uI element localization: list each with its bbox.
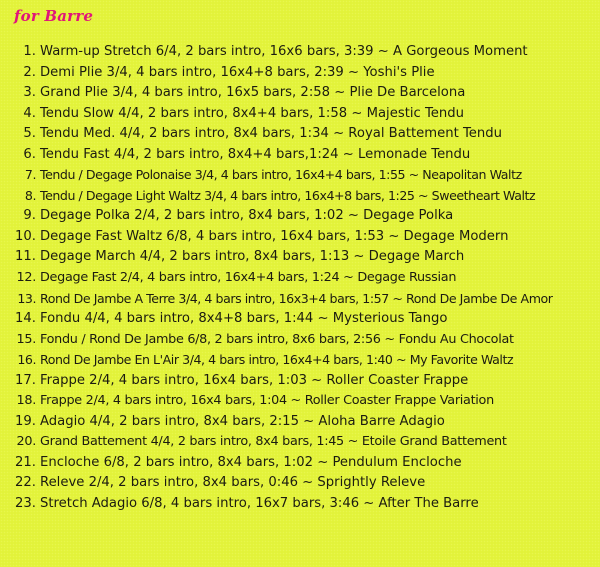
track-text: Warm-up Stretch 6/4, 2 bars intro, 16x6 bars, 3:39 ~ A Gorgeous Moment — [40, 44, 528, 59]
track-number: 2. — [23, 64, 36, 80]
track-item — [0, 473, 553, 494]
track-text: Fondu 4/4, 4 bars intro, 8x4+8 bars, 1:44 ~ Mysterious Tango — [40, 311, 448, 327]
track-number: 13. — [17, 290, 36, 306]
track-text: Tendu / Degage Polonaise 3/4, 4 bars intro, 16x4+4 bars, 1:55 ~ Neapolitan Waltz — [40, 167, 522, 183]
track-number: 8. — [24, 187, 36, 203]
track-number: 20. — [16, 434, 36, 450]
track-item — [0, 247, 553, 268]
track-text: Degage Polka 2/4, 2 bars intro, 8x4 bars, 1:02 ~ Degage Polka — [40, 208, 454, 224]
track-item — [0, 330, 553, 351]
track-item — [0, 494, 553, 515]
track-text: Demi Plie 3/4, 4 bars intro, 16x4+8 bars, 2:39 ~ Yoshi's Plie — [40, 64, 435, 80]
track-text: Tendu Med. 4/4, 2 bars intro, 8x4 bars, 1:34 ~ Royal Battement Tendu — [40, 126, 502, 142]
track-number: 6. — [23, 146, 36, 162]
track-text: Rond De Jambe En L'Air 3/4, 4 bars intro, 16x4+4 bars, 1:40 ~ My Favorite Waltz — [40, 352, 514, 368]
track-number: 11. — [15, 249, 36, 265]
track-number: 9. — [23, 208, 36, 224]
track-number: 7. — [24, 167, 36, 183]
track-number: 16. — [17, 352, 36, 368]
track-number: 4. — [23, 105, 36, 121]
track-item — [0, 206, 553, 227]
track-text: Tendu Slow 4/4, 2 bars intro, 8x4+4 bars, 1:58 ~ Majestic Tendu — [40, 105, 464, 121]
track-text: Grand Battement 4/4, 2 bars intro, 8x4 bars, 1:45 ~ Etoile Grand Battement — [40, 434, 507, 450]
track-item — [0, 186, 553, 207]
track-item — [0, 227, 553, 248]
track-item — [0, 391, 553, 412]
track-item — [0, 412, 553, 433]
track-item — [0, 104, 553, 125]
track-text: Frappe 2/4, 4 bars intro, 16x4 bars, 1:03 ~ Roller Coaster Frappe — [40, 372, 469, 388]
track-item — [0, 453, 553, 474]
track-number: 17. — [15, 372, 36, 388]
track-text: Tendu Fast 4/4, 2 bars intro, 8x4+4 bars,1:24 ~ Lemonade Tendu — [40, 146, 471, 162]
track-list — [0, 42, 553, 515]
track-number: 3. — [23, 85, 36, 101]
track-item — [0, 432, 553, 453]
track-text: Adagio 4/4, 2 bars intro, 8x4 bars, 2:15 ~ Aloha Barre Adagio — [40, 413, 445, 429]
track-text: Encloche 6/8, 2 bars intro, 8x4 bars, 1:02 ~ Pendulum Encloche — [40, 454, 462, 470]
track-item — [0, 268, 553, 289]
track-text: Rond De Jambe A Terre 3/4, 4 bars intro, 16x3+4 bars, 1:57 ~ Rond De Jambe De Amor — [40, 290, 553, 306]
track-number: 10. — [15, 228, 36, 244]
track-text: Grand Plie 3/4, 4 bars intro, 16x5 bars, 2:58 ~ Plie De Barcelona — [40, 85, 466, 101]
track-number: 1. — [23, 44, 36, 59]
track-item — [0, 350, 553, 371]
track-text: Fondu / Rond De Jambe 6/8, 2 bars intro, 8x6 bars, 2:56 ~ Fondu Au Chocolat — [40, 331, 514, 347]
track-text: Releve 2/4, 2 bars intro, 8x4 bars, 0:46 ~ Sprightly Releve — [40, 475, 426, 491]
track-text: Degage Fast 2/4, 4 bars intro, 16x4+4 bars, 1:24 ~ Degage Russian — [40, 270, 457, 286]
track-number: 15. — [16, 331, 36, 347]
track-text: Frappe 2/4, 4 bars intro, 16x4 bars, 1:04 ~ Roller Coaster Frappe Variation — [40, 393, 494, 409]
track-number: 12. — [16, 270, 36, 286]
track-item — [0, 145, 553, 166]
track-text: Degage March 4/4, 2 bars intro, 8x4 bars, 1:13 ~ Degage March — [40, 249, 465, 265]
track-item — [0, 289, 553, 310]
track-item — [0, 371, 553, 392]
track-item — [0, 309, 553, 330]
track-number: 18. — [16, 393, 36, 409]
track-number: 19. — [15, 413, 36, 429]
track-item — [0, 83, 553, 104]
track-item — [0, 124, 553, 145]
track-number: 23. — [15, 496, 36, 512]
track-item — [0, 165, 553, 186]
track-number: 21. — [15, 454, 36, 470]
track-number: 22. — [15, 475, 36, 491]
section-title: for Barre — [14, 7, 94, 25]
track-text: Stretch Adagio 6/8, 4 bars intro, 16x7 bars, 3:46 ~ After The Barre — [40, 496, 479, 512]
track-number: 14. — [15, 311, 36, 327]
track-text: Degage Fast Waltz 6/8, 4 bars intro, 16x4 bars, 1:53 ~ Degage Modern — [40, 228, 509, 244]
track-number: 5. — [23, 126, 36, 142]
track-item — [0, 63, 553, 84]
track-item — [0, 42, 553, 63]
track-text: Tendu / Degage Light Waltz 3/4, 4 bars intro, 16x4+8 bars, 1:25 ~ Sweetheart Waltz — [40, 187, 536, 203]
